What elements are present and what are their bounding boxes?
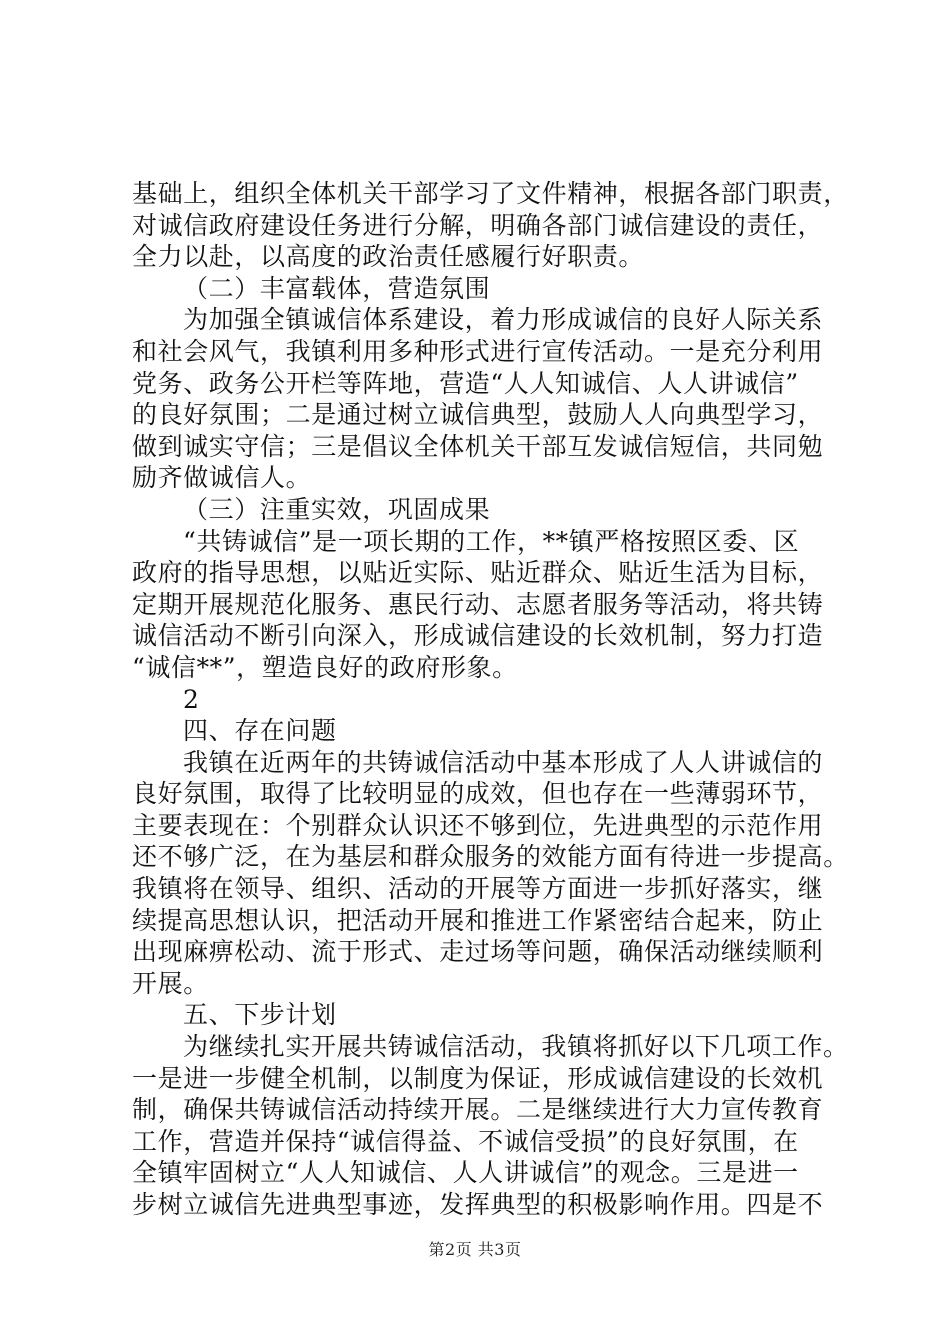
paragraph-line: 政府的指导思想，以贴近实际、贴近群众、贴近生活为目标， [132, 558, 824, 588]
paragraph-line: 和社会风气，我镇利用多种形式进行宣传活动。一是充分利用 [132, 336, 824, 366]
paragraph-line: 我镇在近两年的共铸诚信活动中基本形成了人人讲诚信的 [183, 747, 824, 777]
paragraph-line: 为继续扎实开展共铸诚信活动，我镇将抓好以下几项工作。 [183, 1032, 849, 1062]
paragraph-line: “诚信**”，塑造良好的政府形象。 [132, 652, 518, 682]
paragraph-line: 续提高思想认识，把活动开展和推进工作紧密结合起来，防止 [132, 905, 824, 935]
paragraph-line: 主要表现在：个别群众认识还不够到位，先进典型的示范作用 [132, 810, 824, 840]
paragraph-line: 开展。 [132, 968, 209, 998]
paragraph-line: 党务、政务公开栏等阵地，营造“人人知诚信、人人讲诚信” [132, 368, 799, 398]
page-footer: 第2页 共3页 [428, 1240, 522, 1259]
paragraph-line: 励齐做诚信人。 [132, 463, 312, 493]
paragraph-line: 步树立诚信先进典型事迹，发挥典型的积极影响作用。四是不 [132, 1190, 824, 1219]
paragraph-line: 全镇牢固树立“人人知诚信、人人讲诚信”的观念。三是进一 [132, 1158, 799, 1188]
paragraph-line: 我镇将在领导、组织、活动的开展等方面进一步抓好落实，继 [132, 874, 824, 904]
section-heading-5: 五、下步计划 [183, 1000, 337, 1030]
document-body [132, 178, 852, 1221]
paragraph-line: 工作，营造并保持“诚信得益、不诚信受损”的良好氛围，在 [132, 1126, 799, 1156]
paragraph-line: 定期开展规范化服务、惠民行动、志愿者服务等活动，将共铸 [132, 589, 824, 619]
paragraph-line: 对诚信政府建设任务进行分解，明确各部门诚信建设的责任， [132, 210, 824, 240]
paragraph-line: 一是进一步健全机制，以制度为保证，形成诚信建设的长效机 [132, 1063, 824, 1093]
section-heading-2: （二）丰富载体，营造氛围 [183, 273, 491, 303]
paragraph-line: “共铸诚信”是一项长期的工作，**镇严格按照区委、区 [183, 526, 800, 556]
paragraph-line: 全力以赴，以高度的政治责任感履行好职责。 [132, 242, 645, 272]
paragraph-line: 做到诚实守信；三是倡议全体机关干部互发诚信短信，共同勉 [132, 431, 824, 461]
paragraph-line: 的良好氛围；二是通过树立诚信典型，鼓励人人向典型学习， [132, 400, 824, 430]
paragraph-line: 良好氛围，取得了比较明显的成效，但也存在一些薄弱环节， [132, 779, 824, 809]
paragraph-line: 制，确保共铸诚信活动持续开展。二是继续进行大力宣传教育 [132, 1095, 824, 1125]
paragraph-line: 为加强全镇诚信体系建设，着力形成诚信的良好人际关系 [183, 305, 824, 335]
section-heading-4: 四、存在问题 [183, 716, 337, 746]
paragraph-line: 基础上，组织全体机关干部学习了文件精神，根据各部门职责， [132, 179, 849, 208]
paragraph-line: 诚信活动不断引向深入，形成诚信建设的长效机制，努力打造 [132, 621, 824, 651]
section-heading-3: （三）注重实效，巩固成果 [183, 494, 491, 524]
paragraph-line: 出现麻痹松动、流于形式、走过场等问题，确保活动继续顺利 [132, 937, 824, 967]
paragraph-line: 还不够广泛，在为基层和群众服务的效能方面有待进一步提高。 [132, 842, 849, 872]
inline-page-number: 2 [183, 684, 200, 714]
